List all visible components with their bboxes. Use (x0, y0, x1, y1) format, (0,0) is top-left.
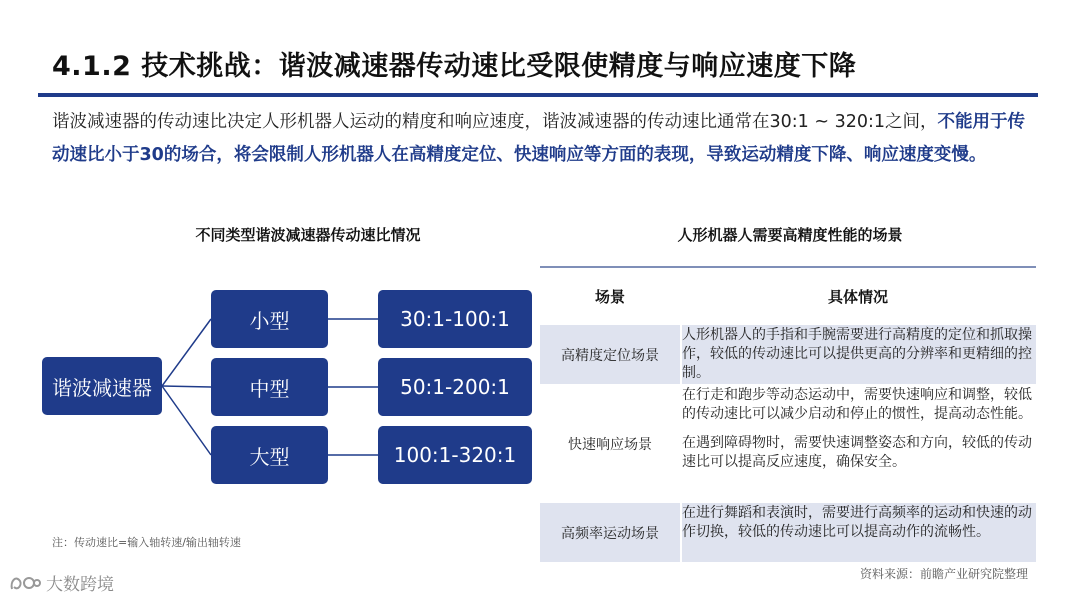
intro-highlight: 不能用于传动速比小于30的场合，将会限制人形机器人在高精度定位、快速响应等方面的表现，导致运动精度下降、响应速度变慢。 (52, 112, 1026, 165)
intro-text: 谐波减速器的传动速比决定人形机器人运动的精度和响应速度，谐波减速器的传动速比通常在30:1 ~ 320:1之间， (52, 112, 938, 132)
title-divider (38, 93, 1038, 97)
connector-root-small (162, 319, 211, 386)
left-section-title: 不同类型谐波减速器传动速比情况 (195, 226, 421, 244)
scene-cell: 高频率运动场景 (561, 525, 659, 542)
tree-root-box: 谐波减速器 (42, 357, 162, 415)
table-header-detail: 具体情况 (827, 288, 888, 306)
detail-cell (682, 504, 1034, 542)
detail-cell (682, 326, 1034, 383)
connector-root-medium (162, 386, 211, 387)
connector-root-large (162, 386, 211, 455)
table-row (540, 325, 1036, 384)
source-note: 资料来源：前瞻产业研究院整理 (859, 567, 1028, 581)
intro-paragraph (52, 106, 1042, 172)
detail-text: 人形机器人的手指和手腕需要进行高精度的定位和抓取操作，较低的传动速比可以提供更高的分辨率和更精细的控制。 (682, 327, 1032, 381)
table-top-rule (540, 266, 1036, 268)
detail-cell (682, 386, 1034, 472)
table-row (540, 503, 1036, 562)
detail-text: 在遇到障碍物时，需要快速调整姿态和方向，较低的传动速比可以提高反应速度，确保安全。 (682, 435, 1032, 470)
scene-cell: 高精度定位场景 (561, 347, 659, 364)
scene-cell: 快速响应场景 (568, 437, 652, 453)
table-header-scene: 场景 (594, 288, 625, 306)
table-row (540, 385, 1036, 503)
detail-text: 在行走和跑步等动态运动中，需要快速响应和调整，较低的传动速比可以减少启动和停止的惯性，提高动态性能。 (682, 387, 1032, 422)
page-title: 4.1.2 技术挑战：谐波减速器传动速比受限使精度与响应速度下降 (52, 51, 857, 82)
detail-text: 在进行舞蹈和表演时，需要进行高频率的运动和快速的动作切换，较低的传动速比可以提高动作的流畅性。 (682, 505, 1032, 540)
ratio-box-small: 30:1-100:1 (378, 290, 532, 348)
watermark-icon (8, 571, 42, 595)
right-section-title: 人形机器人需要高精度性能的场景 (677, 226, 903, 244)
ratio-footnote: 注：传动速比=输入轴转速/输出轴转速 (52, 536, 241, 549)
ratio-box-medium: 50:1-200:1 (378, 358, 532, 416)
watermark-text: 大数跨境 (46, 575, 114, 595)
ratio-box-large: 100:1-320:1 (378, 426, 532, 484)
type-box-medium: 中型 (211, 358, 328, 416)
type-box-large: 大型 (211, 426, 328, 484)
type-box-small: 小型 (211, 290, 328, 348)
watermark-logo (8, 570, 114, 595)
